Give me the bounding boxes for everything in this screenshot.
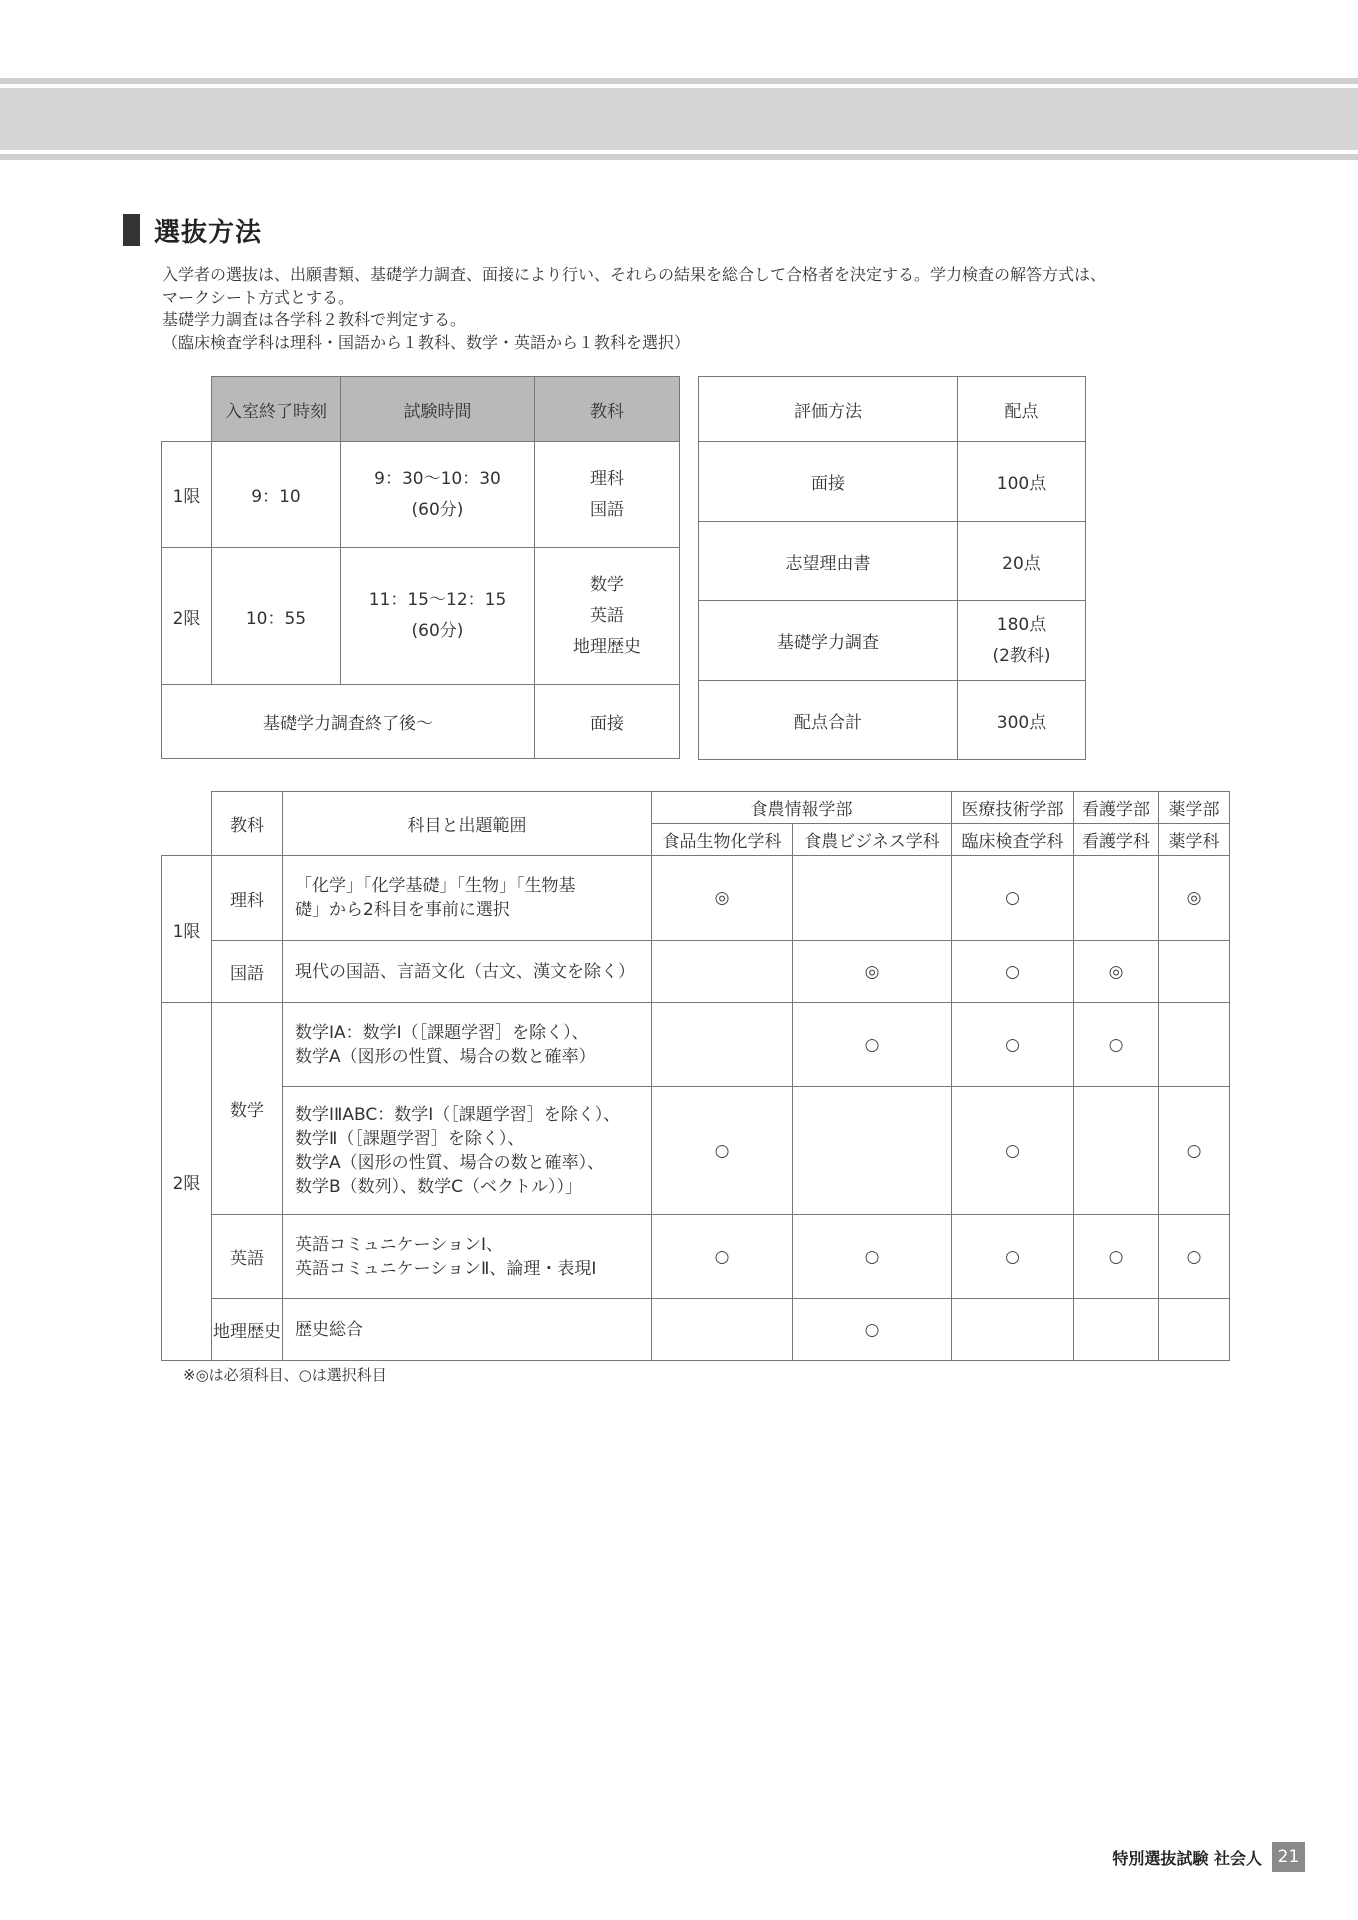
subject-item: 数学 [590, 574, 624, 595]
header-subject: 教科 [212, 792, 283, 856]
mark-cell: ○ [952, 941, 1074, 1003]
subject-scope [283, 1087, 652, 1215]
header-band-line-top [0, 78, 1358, 84]
scope-line: 歴史総合 [295, 1319, 363, 1340]
header-band-line-bottom [0, 154, 1358, 160]
method: 面接 [699, 442, 958, 522]
header-method: 評価方法 [699, 377, 958, 442]
duration: (60分) [411, 621, 464, 641]
exam-time [341, 548, 535, 685]
mark-cell: ○ [793, 1215, 952, 1299]
mark-cell [1074, 856, 1159, 941]
header-subject: 教科 [535, 377, 680, 442]
mark-cell: ○ [952, 1215, 1074, 1299]
scope-line: 数学A（図形の性質、場合の数と確率）、 [295, 1152, 605, 1173]
table-row [699, 601, 1086, 681]
duration: (60分) [411, 499, 464, 520]
scope-line: 英語コミュニケーションⅡ、論理・表現Ⅰ [295, 1258, 597, 1279]
mark-cell: ○ [1074, 1003, 1159, 1087]
mark-cell: ○ [952, 1003, 1074, 1087]
intro-line: 基礎学力調査は各学科２教科で判定する。 [162, 310, 467, 329]
subject-item: 地理歴史 [573, 636, 641, 657]
time-range: 9：30〜10：30 [374, 468, 501, 489]
table-row [162, 548, 680, 685]
mark-cell [1159, 1003, 1230, 1087]
mark-cell [652, 1299, 793, 1361]
subject-name: 国語 [212, 941, 283, 1003]
mark-cell: ◎ [652, 856, 793, 941]
subject-scope [283, 1215, 652, 1299]
intro-text [162, 264, 1242, 354]
mark-cell: ○ [952, 856, 1074, 941]
subject-scope [283, 1003, 652, 1087]
empty-corner [162, 792, 212, 856]
subject-name: 地理歴史 [212, 1299, 283, 1361]
method: 基礎学力調査 [699, 601, 958, 681]
period-label: 2限 [162, 548, 212, 685]
dept-food-business: 食農ビジネス学科 [793, 824, 952, 856]
scope-line: 現代の国語、言語文化（古文、漢文を除く） [295, 961, 635, 982]
subject-name: 英語 [212, 1215, 283, 1299]
mark-cell [1074, 1299, 1159, 1361]
period-label: 2限 [162, 1003, 212, 1361]
mark-cell: ○ [652, 1215, 793, 1299]
points: 100点 [958, 442, 1086, 522]
table-row [162, 941, 1230, 1003]
subject-item: 国語 [590, 499, 624, 520]
table-row [162, 685, 680, 759]
period-label: 1限 [162, 856, 212, 1003]
table-row [699, 442, 1086, 522]
table-row [162, 1215, 1230, 1299]
table-row [162, 442, 680, 548]
scope-line: 数学ⅠA：数学Ⅰ（［課題学習］を除く）、 [295, 1022, 589, 1043]
table-row [699, 681, 1086, 760]
subject-name: 数学 [212, 1003, 283, 1215]
scope-line: 数学ⅠⅡABC：数学Ⅰ（［課題学習］を除く）、 [295, 1104, 621, 1125]
page-footer [1112, 1842, 1305, 1872]
mark-cell [652, 941, 793, 1003]
header-scope: 科目と出題範囲 [283, 792, 652, 856]
subjects [535, 442, 680, 548]
table-row [699, 522, 1086, 601]
time-range: 11：15〜12：15 [368, 590, 507, 610]
subject-item: 理科 [590, 468, 624, 489]
intro-line: 入学者の選抜は、出願書類、基礎学力調査、面接により行い、それらの結果を総合して合格者を決定する。学力検査の解答方式は、 [162, 265, 1107, 284]
exam-time [341, 442, 535, 548]
header-exam-time: 試験時間 [341, 377, 535, 442]
points: 20点 [958, 522, 1086, 601]
table-row [162, 1299, 1230, 1361]
mark-cell [793, 1087, 952, 1215]
mark-cell [952, 1299, 1074, 1361]
mark-cell [1074, 1087, 1159, 1215]
points-value: 180点 [996, 614, 1047, 635]
subject-scope [283, 941, 652, 1003]
method: 志望理由書 [699, 522, 958, 601]
scope-line: 「化学」「化学基礎」「生物」「生物基 [295, 876, 576, 896]
mark-cell: ○ [1159, 1215, 1230, 1299]
period-label: 1限 [162, 442, 212, 548]
header-points: 配点 [958, 377, 1086, 442]
subjects [535, 548, 680, 685]
mark-cell: ○ [952, 1087, 1074, 1215]
faculty-medical: 医療技術学部 [952, 792, 1074, 824]
interview-label: 基礎学力調査終了後〜 [162, 685, 535, 759]
section-heading [123, 212, 262, 248]
header-band [0, 88, 1358, 150]
mark-cell: ○ [793, 1299, 952, 1361]
schedule-table [161, 376, 680, 759]
mark-cell: ○ [1159, 1087, 1230, 1215]
mark-cell: ○ [793, 1003, 952, 1087]
subject-name: 理科 [212, 856, 283, 941]
points-note: (2教科) [992, 645, 1051, 666]
scoring-table [698, 376, 1086, 760]
mark-cell [1159, 1299, 1230, 1361]
mark-cell: ○ [652, 1087, 793, 1215]
table-row [162, 1003, 1230, 1087]
points [958, 601, 1086, 681]
dept-nursing: 看護学科 [1074, 824, 1159, 856]
intro-line: （臨床検査学科は理科・国語から１教科、数学・英語から１教科を選択） [162, 332, 691, 352]
subject-item: 英語 [590, 605, 624, 626]
table-row [162, 1087, 1230, 1215]
entry-time: 10：55 [212, 548, 341, 685]
mark-cell [793, 856, 952, 941]
points: 300点 [958, 681, 1086, 760]
page-number: 21 [1272, 1842, 1305, 1872]
faculty-food: 食農情報学部 [652, 792, 952, 824]
scope-line: 礎」から2科目を事前に選択 [295, 900, 510, 920]
dept-clinical: 臨床検査学科 [952, 824, 1074, 856]
heading-bar-icon [123, 214, 140, 246]
mark-cell: ◎ [793, 941, 952, 1003]
dept-food-biochem: 食品生物化学科 [652, 824, 793, 856]
subjects-table [161, 791, 1230, 1361]
scope-line: 英語コミュニケーションⅠ、 [295, 1234, 503, 1255]
mark-cell: ○ [1074, 1215, 1159, 1299]
faculty-nursing: 看護学部 [1074, 792, 1159, 824]
table-row [162, 856, 1230, 941]
interview-subject: 面接 [535, 685, 680, 759]
section-title: 選抜方法 [154, 217, 263, 248]
scope-line: 数学Ⅱ（［課題学習］を除く）、 [295, 1128, 525, 1149]
scope-line: 数学A（図形の性質、場合の数と確率） [295, 1046, 596, 1067]
footer-label: 特別選抜試験 社会人 [1112, 1848, 1262, 1868]
legend-note: ※◎は必須科目、○は選択科目 [183, 1366, 387, 1384]
mark-cell: ◎ [1159, 856, 1230, 941]
subject-scope [283, 856, 652, 941]
subject-scope [283, 1299, 652, 1361]
mark-cell [652, 1003, 793, 1087]
method: 配点合計 [699, 681, 958, 760]
intro-line: マークシート方式とする。 [162, 287, 355, 307]
header-entry-time: 入室終了時刻 [212, 377, 341, 442]
faculty-pharmacy: 薬学部 [1159, 792, 1230, 824]
scope-line: 数学B（数列）、数学C（ベクトル））」 [295, 1176, 583, 1197]
dept-pharmacy: 薬学科 [1159, 824, 1230, 856]
mark-cell: ◎ [1074, 941, 1159, 1003]
empty-corner [162, 377, 212, 442]
entry-time: 9：10 [212, 442, 341, 548]
mark-cell [1159, 941, 1230, 1003]
